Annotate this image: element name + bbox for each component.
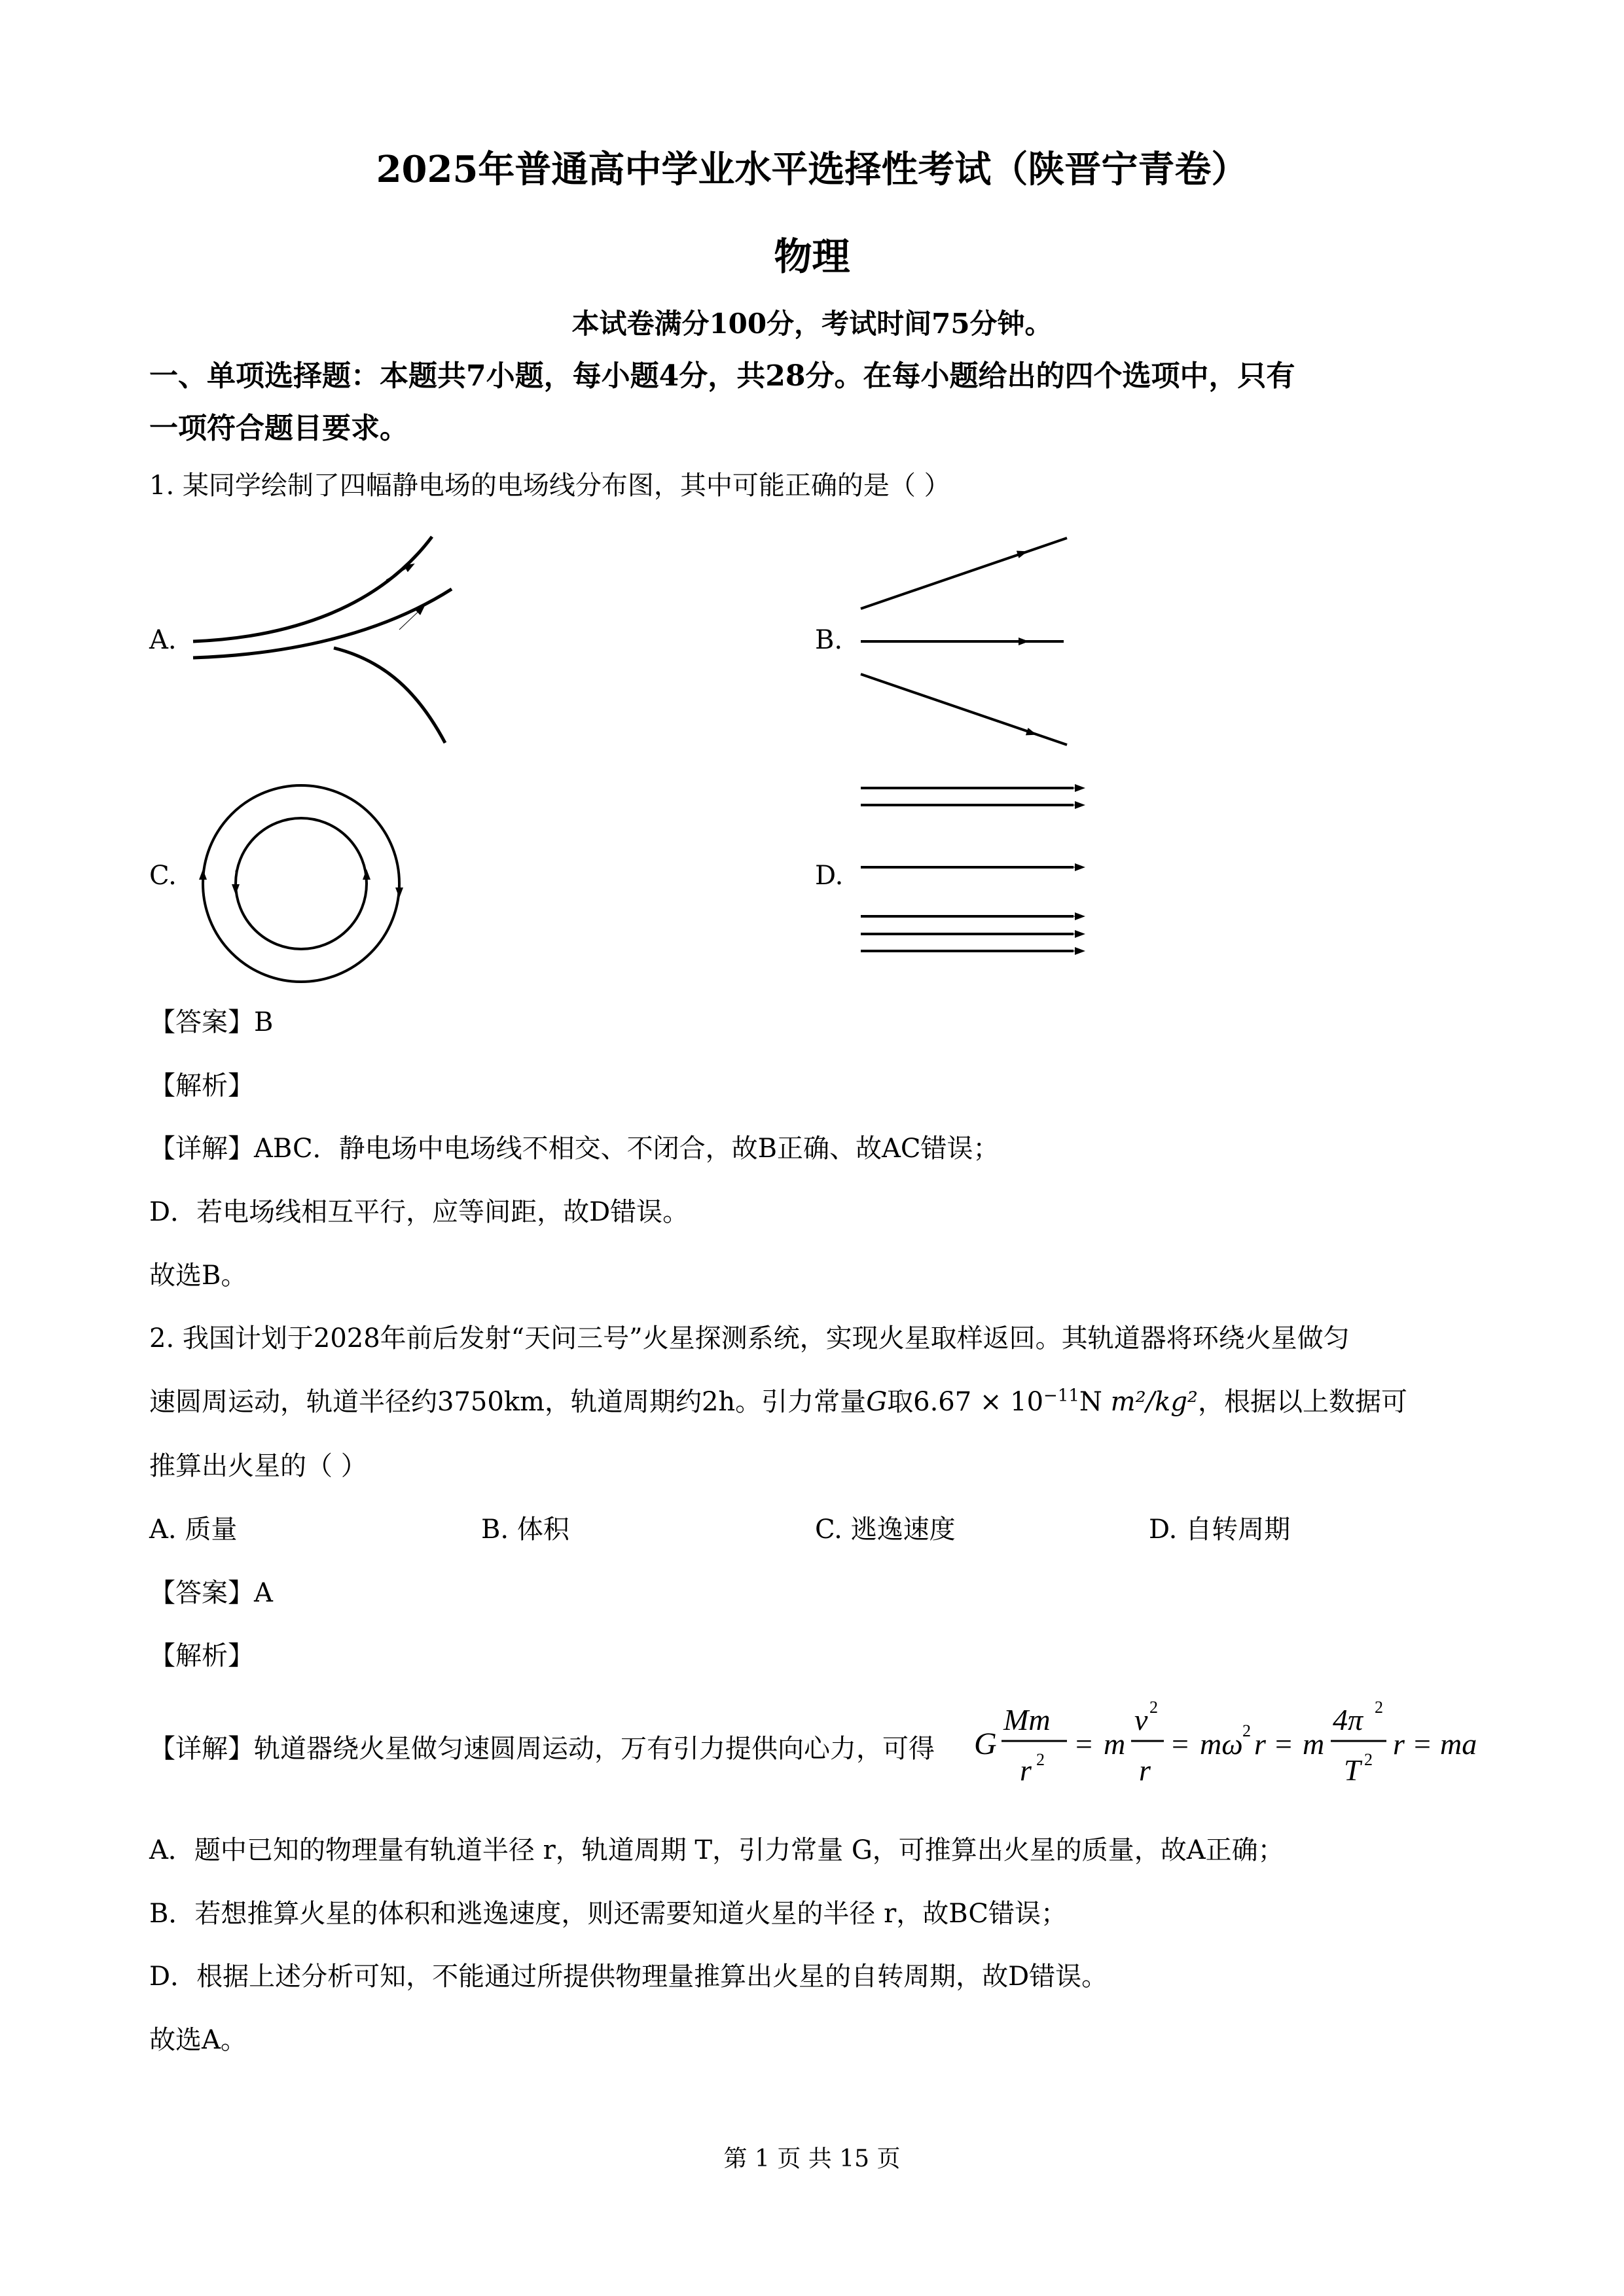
q2-stem-part-d: ，根据以上数据可 <box>1197 1387 1407 1417</box>
q1-label-c: C. <box>149 861 177 891</box>
svg-text:2: 2 <box>1364 1750 1373 1769</box>
q2-option-b: B. 体积 <box>481 1515 569 1545</box>
formula-omega: mω <box>1200 1727 1243 1761</box>
q1-analysis: 【解析】 <box>149 1071 254 1101</box>
subject-title: 物理 <box>774 234 850 279</box>
q2-stem-line3: 推算出火星的（ ） <box>149 1451 367 1481</box>
q2-line-b: B．若想推算火星的体积和逃逸速度，则还需要知道火星的半径 r，故BC错误； <box>149 1899 1067 1929</box>
q2-stem-exponent: −11 <box>1043 1386 1079 1406</box>
svg-text:2: 2 <box>1036 1750 1045 1769</box>
gravity-formula <box>974 1692 1485 1797</box>
svg-text:=: = <box>1172 1727 1189 1761</box>
q2-line-a: A．题中已知的物理量有轨道半径 r，轨道周期 T，引力常量 G，可推算出火星的质量，故A正确； <box>149 1835 1284 1865</box>
q1-stem: 1. 某同学绘制了四幅静电场的电场线分布图，其中可能正确的是（ ） <box>149 471 950 501</box>
svg-text:r: r <box>1139 1753 1151 1787</box>
formula-mm: Mm <box>1003 1703 1051 1736</box>
formula-ma: ma <box>1440 1727 1477 1761</box>
q1-line-d: D．若电场线相互平行，应等间距，故D错误。 <box>149 1197 689 1227</box>
section-heading-line1: 一、单项选择题：本题共7小题，每小题4分，共28分。在每小题给出的四个选项中，只有 <box>149 359 1295 393</box>
q2-stem-part-a: 速圆周运动，轨道半径约3750km，轨道周期约2h。引力常量 <box>149 1387 867 1417</box>
q1-label-d: D. <box>815 861 844 891</box>
exam-info: 本试卷满分100分，考试时间75分钟。 <box>571 308 1053 340</box>
formula-4pi: 4π <box>1333 1703 1363 1736</box>
figure-b-field-lines <box>851 524 1087 759</box>
q1-label-b: B. <box>815 625 843 655</box>
svg-text:m: m <box>1104 1727 1126 1761</box>
q2-analysis: 【解析】 <box>149 1641 254 1671</box>
svg-text:m: m <box>1303 1727 1325 1761</box>
svg-text:2: 2 <box>1149 1698 1158 1717</box>
formula-t: T <box>1344 1753 1361 1787</box>
q2-stem-g: G <box>866 1387 888 1417</box>
formula-r-denominator: r <box>1020 1753 1032 1787</box>
q2-line-d: D．根据上述分析可知，不能通过所提供物理量推算出火星的自转周期，故D错误。 <box>149 1962 1108 1992</box>
figure-a-field-lines <box>183 524 458 759</box>
q1-label-a: A. <box>149 625 177 655</box>
arrow-a1 <box>386 564 414 580</box>
q2-conclusion: 故选A。 <box>149 2025 247 2055</box>
q2-option-a: A. 质量 <box>149 1515 238 1545</box>
q2-stem-unit: m²/kg² <box>1110 1387 1198 1417</box>
q2-stem-part-c: N <box>1079 1387 1111 1417</box>
q1-detail: 【详解】ABC．静电场中电场线不相交、不闭合，故B正确、故AC错误； <box>149 1134 1000 1164</box>
svg-text:=: = <box>1414 1727 1431 1761</box>
svg-text:=: = <box>1075 1727 1092 1761</box>
svg-text:2: 2 <box>1375 1698 1383 1717</box>
svg-text:r: r <box>1393 1727 1405 1761</box>
q2-stem-part-b: 取6.67 × 10 <box>887 1387 1044 1417</box>
q1-conclusion: 故选B。 <box>149 1261 247 1291</box>
q2-option-d: D. 自转周期 <box>1149 1515 1291 1545</box>
exam-title: 2025年普通高中学业水平选择性考试（陕晋宁青卷） <box>376 148 1248 191</box>
q2-option-c: C. 逃逸速度 <box>815 1515 956 1545</box>
formula-v: v <box>1134 1703 1148 1736</box>
figure-d-field-lines <box>851 766 1100 982</box>
formula-g: G <box>974 1727 997 1761</box>
q1-answer: 【答案】B <box>149 1007 274 1037</box>
q2-stem-line2 <box>149 1381 1407 1418</box>
q2-stem-line1: 2. 我国计划于2028年前后发射“天问三号”火星探测系统，实现火星取样返回。其轨道器将环绕火星做匀 <box>149 1323 1350 1354</box>
section-heading-line2: 一项符合题目要求。 <box>149 412 408 445</box>
q2-detail-prefix: 【详解】轨道器绕火星做匀速圆周运动，万有引力提供向心力，可得 <box>149 1734 935 1764</box>
svg-text:r: r <box>1254 1727 1266 1761</box>
figure-c-field-lines <box>190 772 412 995</box>
q2-answer: 【答案】A <box>149 1578 273 1608</box>
arrow-b3 <box>1001 723 1036 734</box>
svg-text:2: 2 <box>1242 1721 1251 1740</box>
page-footer: 第 1 页 共 15 页 <box>723 2145 901 2172</box>
svg-text:=: = <box>1275 1727 1292 1761</box>
arrow-b1 <box>1001 552 1026 560</box>
